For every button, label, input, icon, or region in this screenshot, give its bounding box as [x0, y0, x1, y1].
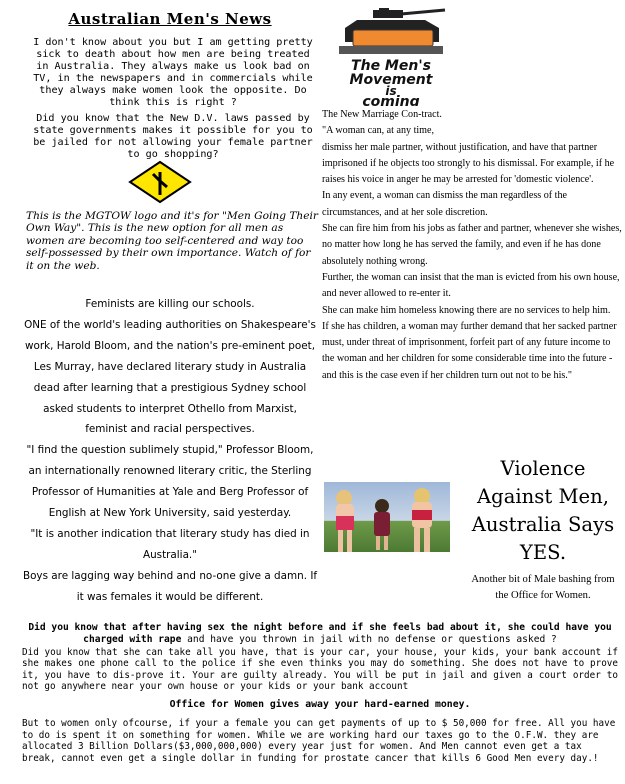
dv-law-paragraph: Did you know that the New D.V. laws passed by state governments makes it possible for you to be jailed for not allowing your female partner to go shopping? — [33, 113, 313, 160]
tank-caption-line: is — [385, 84, 397, 98]
contract-paragraph: dismiss her male partner, without justification, and have that partner imprisoned if he objects too strongly to his dismissal. For example, if he raises his voice in anger he may be arrested for 'domestic violence'. — [322, 141, 615, 186]
payments-paragraph: But to women only ofcourse, if your a female you can get payments of up to $ 50,000 for free. All you have to do is spent it on something for women. While we are working hard our taxes go to the O.F.W. they are allocated 3 Billion Dollars($3,000,000,000) every year just for women. And Men cannot even get a tax break, cannot even get a single dollar in funding for prostate cancer that kills 6 Good Men every day.! — [22, 718, 616, 764]
marriage-contract-article — [322, 107, 622, 384]
contract-paragraph: She can fire him from his jobs as father and partner, whenever she wishes, no matter how long he has served the family, and even if he has done absolutely nothing wrong. — [322, 223, 622, 267]
take-all-paragraph: Did you know that she can take all you have, that is your car, your house, your kids, your bank account if she makes one phone call to the police if she even thinks you may do something. She does not have to prove it, you have to dis-prove it. Your are guilty already. You will be put in jail and given a court order to not go anywhere near your own house or your kids or your bank account — [22, 647, 618, 692]
contract-paragraph: She can make him homeless knowing there are no services to help him. — [322, 304, 611, 316]
tank-caption-line: Movement — [349, 72, 433, 88]
sex-question-paragraph — [22, 622, 618, 645]
cheerleaders-photo — [324, 482, 450, 552]
article-headline: Feminists are killing our schools. — [85, 298, 255, 310]
contract-paragraph: If she has children, a woman may further demand that her sacked partner must, under threat of imprisonment, forfeit part of any future income to the woman and her children for some considerable time into the future - and this is the case even if her children turn out not to be his." — [322, 320, 617, 381]
contract-paragraph: Further, the woman can insist that the man is evicted from his own house, and never allowed to re-enter it. — [322, 271, 620, 300]
mgtow-logo-icon — [128, 160, 192, 204]
violence-headline: Violence Against Men, Australia Says YES. — [471, 457, 615, 564]
mgtow-paragraph: This is the MGTOW logo and it's for "Men Going Their Own Way". This is the new option for all men as women are becoming too self-centered and way too self-possessed by their own importance. Watch of for it on the web. — [26, 210, 318, 272]
sex-question-rest: and have you thrown in jail with no defense or questions asked ? — [181, 633, 557, 645]
article-paragraph: "It is another indication that literary study has died in Australia." — [30, 527, 310, 561]
contract-paragraph: In any event, a woman can dismiss the man regardless of the circumstances, and at her sole discretion. — [322, 190, 567, 218]
tank-caption-line: The Men's — [351, 58, 431, 74]
violence-subtitle: Another bit of Male bashing from the Office for Women. — [471, 574, 615, 601]
article-paragraph: Boys are lagging way behind and no-one give a damn. If it was females it would be different. — [22, 569, 318, 603]
feminists-article — [22, 294, 318, 608]
ofw-heading: Office for Women gives away your hard-earned money. — [169, 699, 471, 710]
article-paragraph: ONE of the world's leading authorities on Shakespeare's work, Harold Bloom, and the nation's pre-eminent poet, Les Murray, have declared literary study in Australia dead after learning that a prestigious Sydney school asked students to interpret Othello from Marxist, feminist and racial perspectives. — [24, 318, 316, 436]
article-paragraph: "I find the question sublimely stupid," Professor Bloom, an internationally renowned literary critic, the Sterling Professor of Humanities at Yale and Berg Professor of English at New York University, said yesterday. — [26, 444, 314, 520]
contract-paragraph: "A woman can, at any time, — [322, 125, 435, 137]
tank-caption-line: coming — [362, 94, 420, 106]
tank-icon — [335, 6, 447, 106]
intro-paragraph: I don't know about you but I am getting pretty sick to death about how men are being treated in Australia. They always make us look bad on TV, in the newspapers and in commercials while they always make women look the opposite. Do think this is right ? — [33, 37, 313, 108]
contract-title: The New Marriage Con-tract. — [322, 109, 442, 120]
sex-question-bold: Did you know that after having sex the night before and if she feels bad about it, she could have you charged with rape — [28, 622, 612, 645]
page-title: Australian Men's News — [68, 10, 272, 28]
